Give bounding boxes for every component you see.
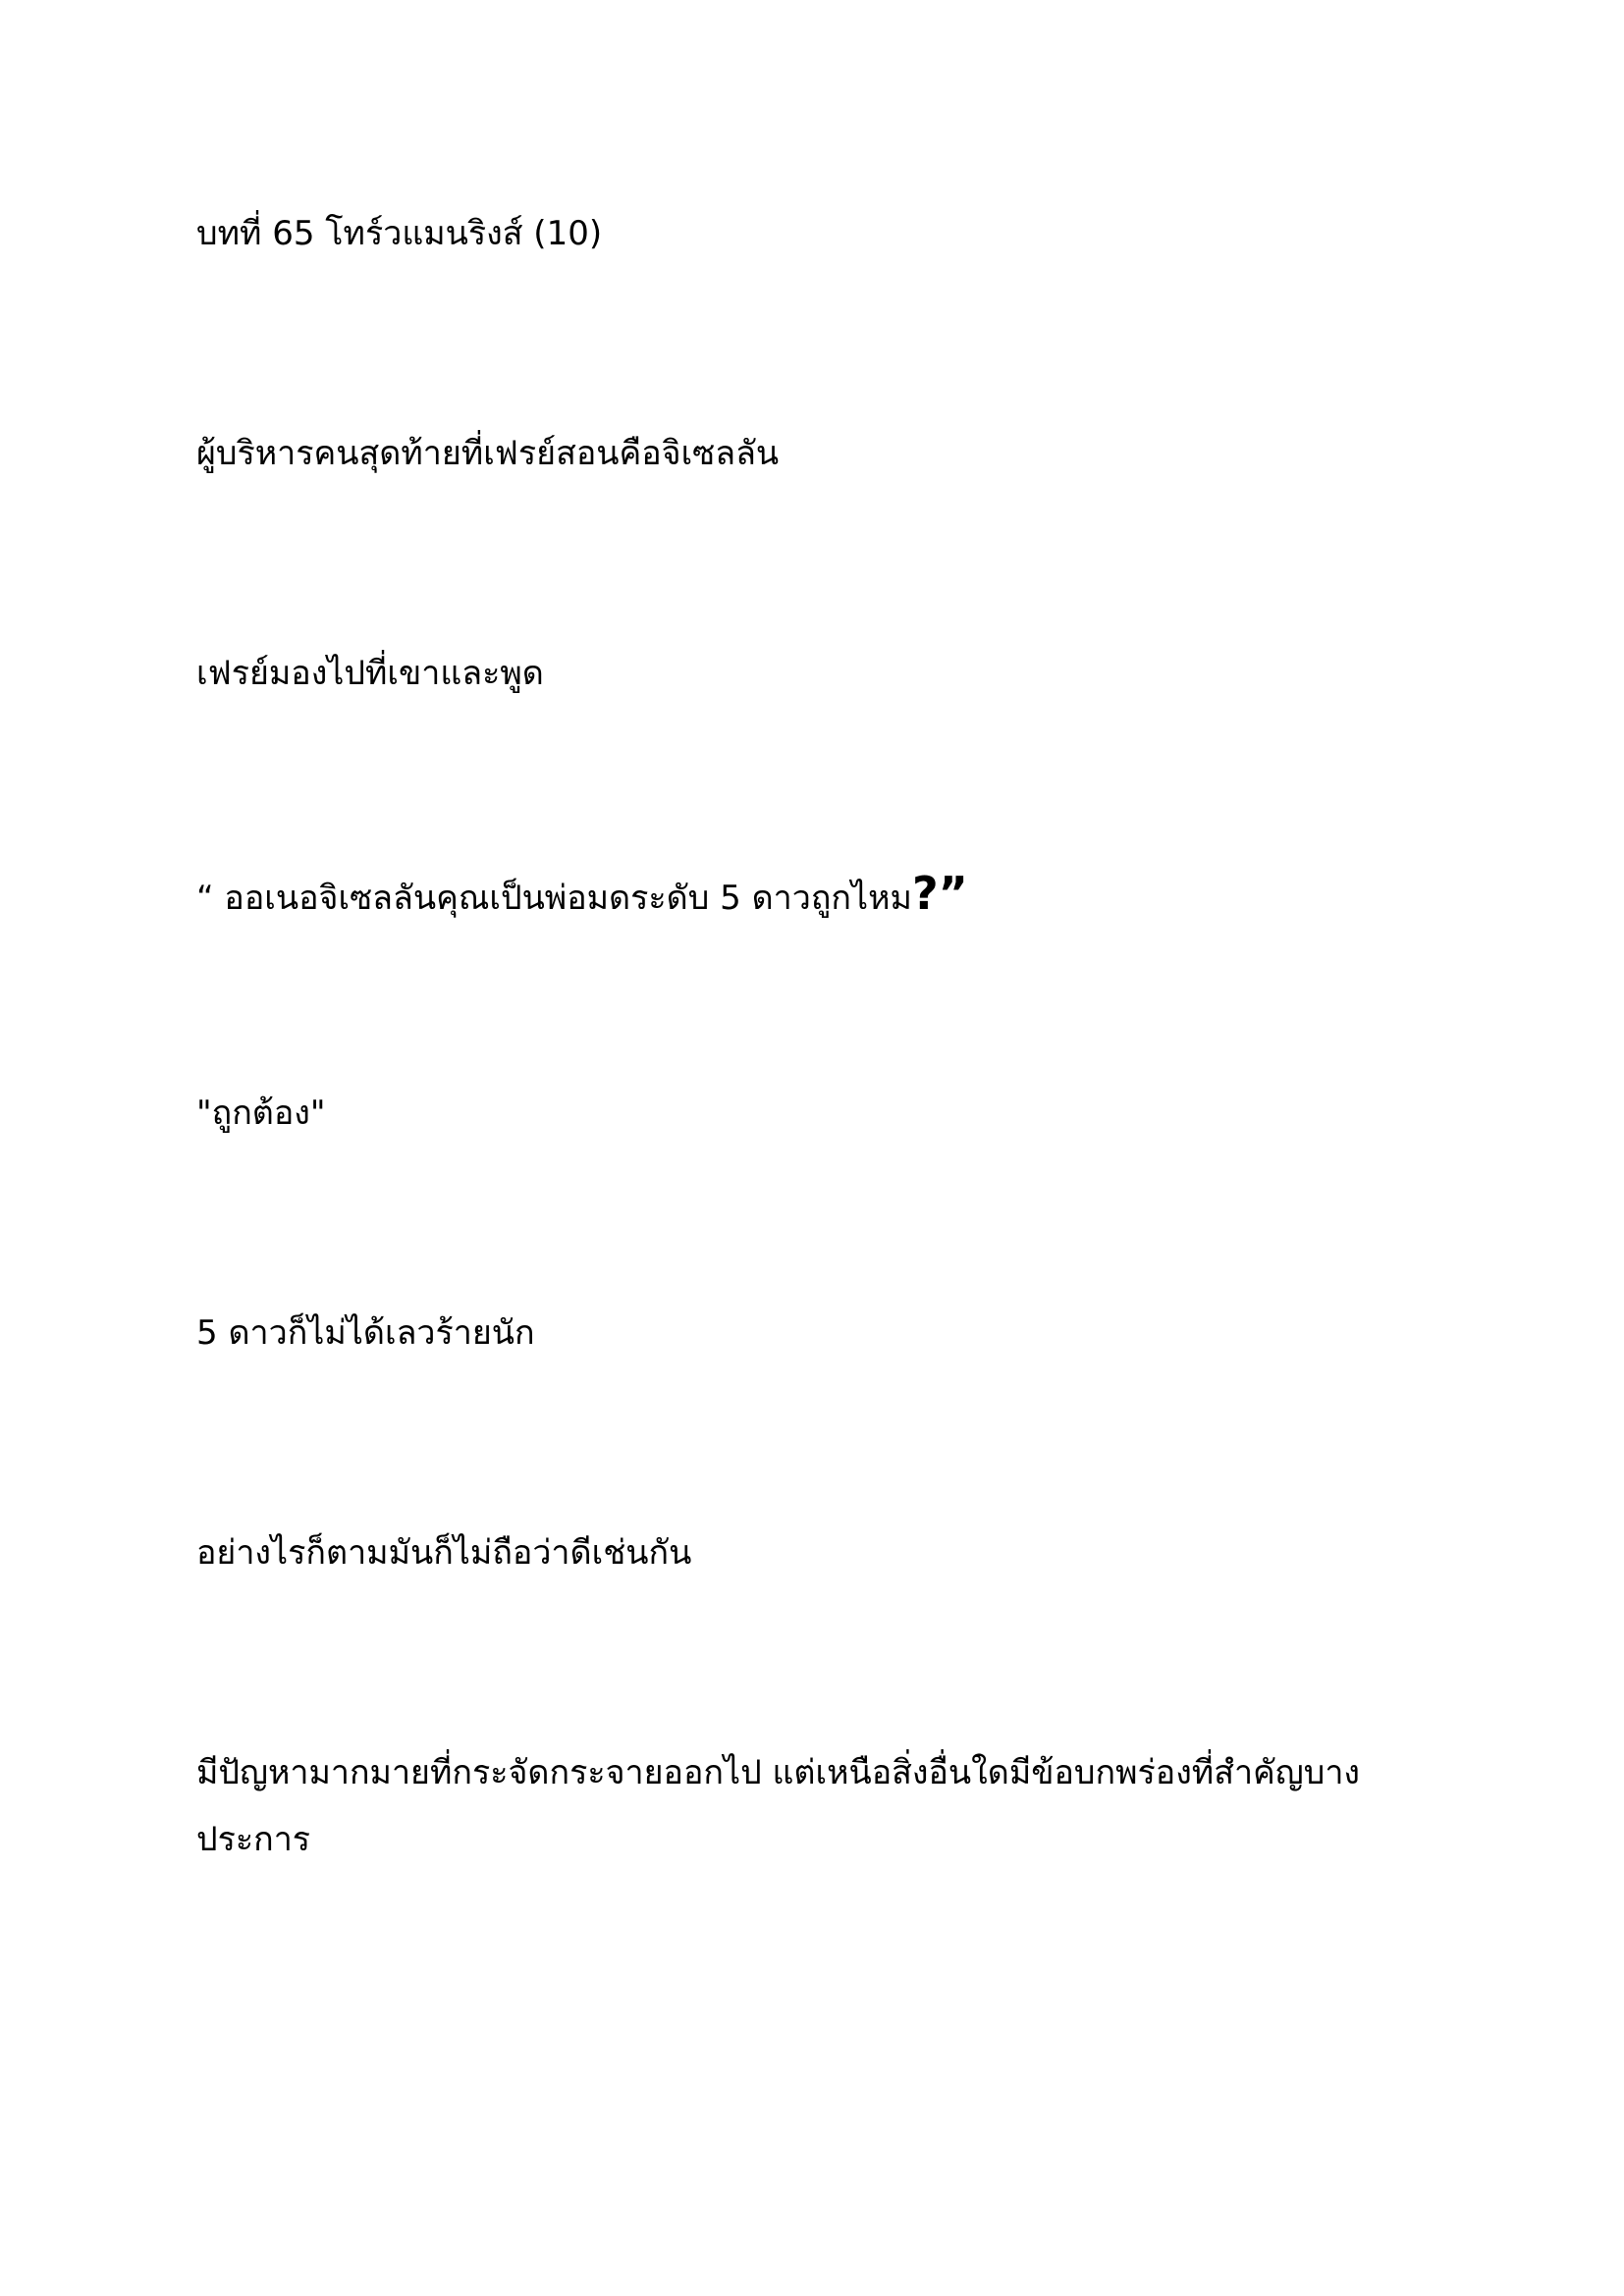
quote-text: “ ออเนอจิเซลลันคุณเป็นพ่อมดระดับ 5 ดาวถูกไหม [196, 879, 912, 918]
paragraph-3 [196, 860, 1473, 932]
paragraph-7: มีปัญหามากมายที่กระจัดกระจายออกไป แต่เหนือสิ่งอื่นใดมีข้อบกพร่องที่สำคัญบางประการ [196, 1753, 1361, 1859]
paragraph-6: อย่างไรก็ตามมันก็ไม่ถือว่าดีเช่นกัน [196, 1533, 692, 1573]
chapter-title: บทที่ 65 โทร์วแมนริงส์ (10) [196, 214, 603, 253]
paragraph-4: "ถูกต้อง" [196, 1094, 326, 1133]
paragraph-5: 5 ดาวก็ไม่ได้เลวร้ายนัก [196, 1313, 535, 1353]
paragraph-2: เฟรย์มองไปที่เขาและพูด [196, 654, 544, 693]
paragraph-1: ผู้บริหารคนสุดท้ายที่เฟรย์สอนคือจิเซลลัน [196, 434, 780, 473]
question-mark-quote: ?” [911, 867, 968, 920]
